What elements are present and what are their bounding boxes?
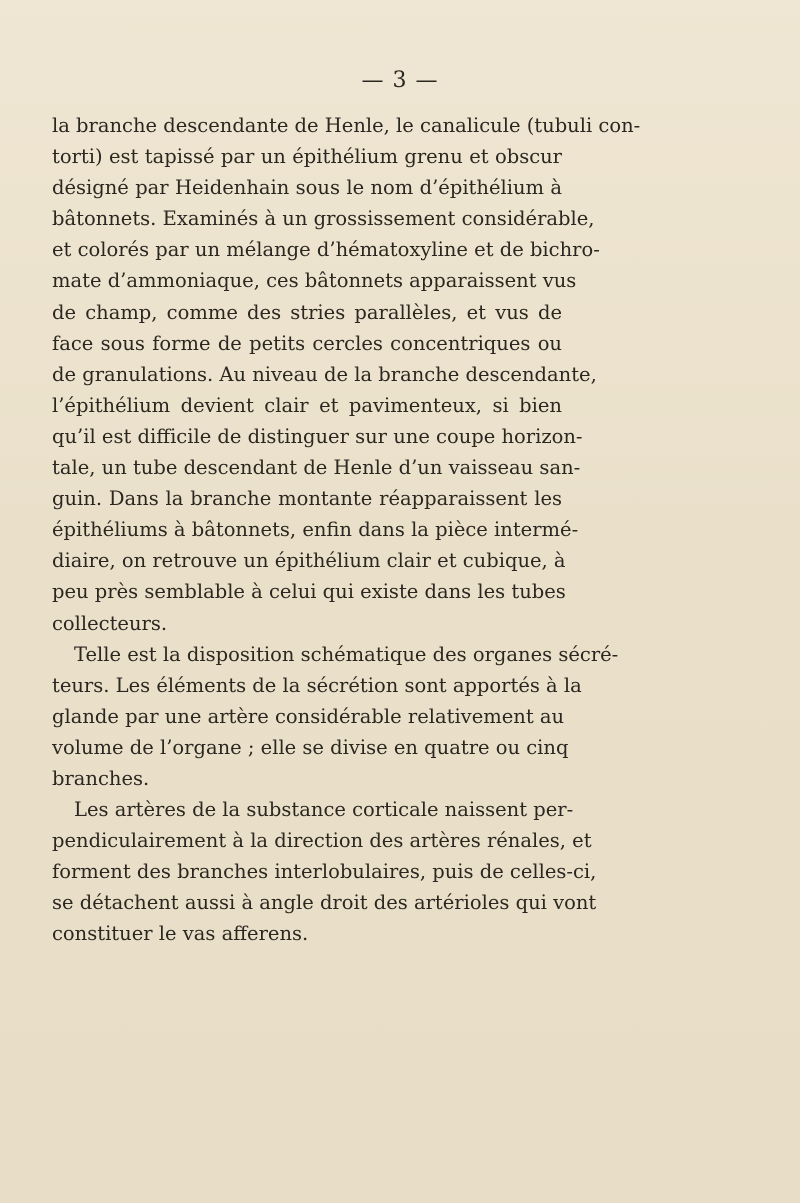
text-line: mate d’ammoniaque, ces bâtonnets apparaissent vus bbox=[52, 269, 577, 293]
text-line: teurs. Les éléments de la sécrétion sont apportés à la bbox=[52, 673, 582, 697]
text-line: la branche descendante de Henle, le canalicule (tubuli con- bbox=[52, 114, 641, 137]
text-line: tale, un tube descendant de Henle d’un vaisseau san- bbox=[52, 456, 581, 480]
text-line: qu’il est difficile de distinguer sur une coupe horizon- bbox=[52, 424, 583, 448]
text-line: torti) est tapissé par un épithélium grenu et obscur bbox=[52, 145, 562, 169]
text-line: peu près semblable à celui qui existe dans les tubes bbox=[52, 580, 566, 604]
text-line: constituer le vas afferens. bbox=[52, 922, 309, 946]
text-line: de champ, comme des stries parallèles, et vus de bbox=[52, 300, 562, 324]
text-line: volume de l’organe ; elle se divise en quatre ou cinq bbox=[52, 735, 569, 759]
paragraph-first-line: Telle est la disposition schématique des organes sécré- bbox=[74, 642, 619, 666]
text-line: bâtonnets. Examinés à un grossissement considérable, bbox=[52, 207, 595, 231]
text-line: pendiculairement à la direction des artères rénales, et bbox=[52, 829, 592, 853]
paragraph-first-line: Les artères de la substance corticale naissent per- bbox=[74, 798, 574, 822]
text-line: branches. bbox=[52, 766, 150, 790]
text-line: guin. Dans la branche montante réapparaissent les bbox=[52, 487, 562, 511]
text-line: face sous forme de petits cercles concentriques ou bbox=[52, 331, 562, 355]
text-line: désigné par Heidenhain sous le nom d’épithélium à bbox=[52, 176, 562, 200]
text-line: l’épithélium devient clair et pavimenteux, si bien bbox=[52, 393, 562, 417]
text-line: glande par une artère considérable relativement au bbox=[52, 704, 565, 728]
text-line: se détachent aussi à angle droit des artérioles qui vont bbox=[52, 891, 597, 915]
body-text bbox=[52, 110, 641, 950]
text-line: de granulations. Au niveau de la branche descendante, bbox=[52, 362, 597, 386]
text-line: collecteurs. bbox=[52, 611, 168, 635]
text-line: diaire, on retrouve un épithélium clair et cubique, à bbox=[52, 549, 566, 573]
text-line: épithéliums à bâtonnets, enfin dans la pièce intermé- bbox=[52, 518, 579, 542]
text-line: forment des branches interlobulaires, puis de celles-ci, bbox=[52, 860, 597, 884]
text-line: et colorés par un mélange d’hématoxyline et de bichro- bbox=[52, 238, 600, 262]
page-number: — 3 — bbox=[361, 68, 439, 93]
